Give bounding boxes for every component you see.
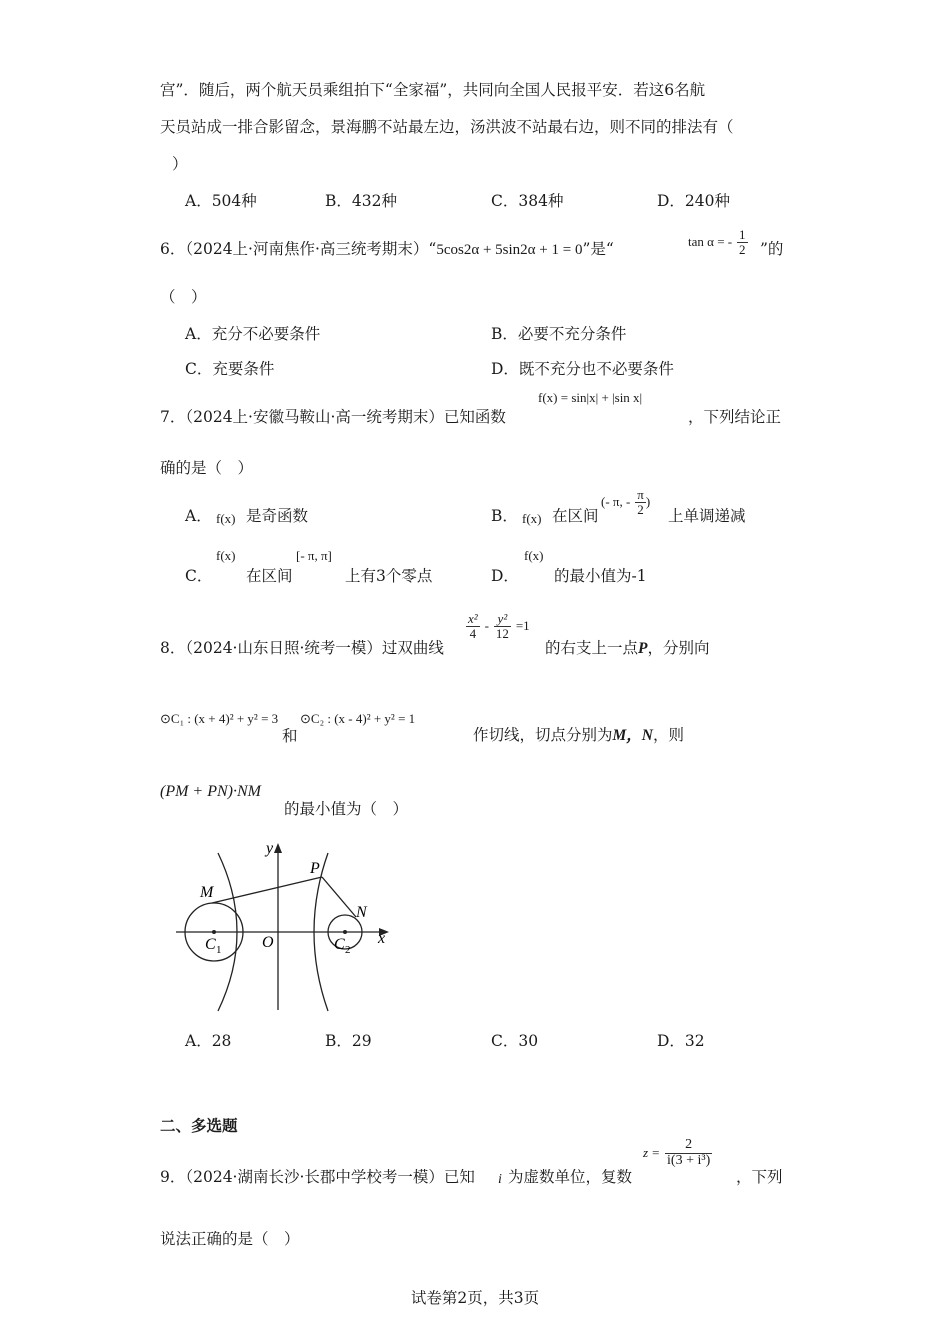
center-c1 bbox=[212, 930, 216, 934]
label-p: P bbox=[310, 860, 320, 877]
x-label: x bbox=[378, 930, 386, 947]
q7-b-fx: f(x) bbox=[522, 511, 542, 526]
q7-option-c[interactable]: C． bbox=[185, 567, 213, 585]
y-axis-arrow-icon bbox=[274, 843, 282, 853]
q7-b-interval-right: ) bbox=[645, 494, 651, 510]
q9-z-den: i(3 + i³) bbox=[667, 1152, 711, 1168]
q7-c-text1: 在区间 bbox=[246, 567, 293, 585]
q8-circle2: ⊙C₂ : (x - 4)² + y² = 1 bbox=[300, 711, 416, 726]
q5-line3: ） bbox=[172, 155, 188, 173]
q7-d-fx: f(x) bbox=[524, 548, 544, 563]
q9-z-fraction bbox=[665, 1138, 712, 1168]
q7-suffix: ，下列结论正 bbox=[688, 408, 782, 426]
q8-option-c[interactable]: C．30 bbox=[491, 1032, 539, 1050]
q8-suffix5: 的最小值为（ ） bbox=[284, 800, 409, 818]
q6-tan-lhs: tan α = - bbox=[688, 234, 733, 250]
q8-hyp-4: 4 bbox=[466, 626, 480, 641]
q8-vector-expr: (PM + PN)·NM bbox=[160, 783, 261, 800]
q7-func: f(x) = sin|x| + |sin x| bbox=[538, 390, 643, 405]
q7-d-text: 的最小值为-1 bbox=[554, 567, 647, 585]
q8-frac-y bbox=[494, 612, 511, 640]
q6-paren: （ ） bbox=[160, 288, 207, 306]
q8-hyp-12: 12 bbox=[495, 625, 509, 641]
q8-option-d[interactable]: D．32 bbox=[657, 1032, 705, 1050]
q6-tan-condition bbox=[688, 228, 748, 256]
q8-circle1: ⊙C₁ : (x + 4)² + y² = 3 bbox=[160, 711, 279, 726]
q6-suffix: ”的 bbox=[760, 240, 784, 258]
tangent-pn bbox=[322, 877, 356, 917]
q5-line1: 宫”．随后，两个航天员乘组拍下“全家福”，共同向全国人民报平安．若这6名航 bbox=[160, 81, 706, 99]
y-label: y bbox=[266, 840, 274, 857]
q7-c-interval: [- π, π] bbox=[296, 548, 332, 563]
q6-stem bbox=[160, 237, 614, 259]
q7-a-fx: f(x) bbox=[216, 511, 236, 526]
q5-option-b[interactable]: B．432种 bbox=[325, 192, 397, 210]
q7-b-text1: 在区间 bbox=[552, 507, 599, 525]
q5-line2: 天员站成一排合影留念，景海鹏不站最左边，汤洪波不站最右边，则不同的排法有（ bbox=[160, 118, 734, 136]
q8-hyp-x: x² bbox=[468, 611, 478, 626]
center-c2 bbox=[343, 930, 347, 934]
q7-c-text2: 上有3个零点 bbox=[345, 567, 433, 585]
q6-option-b[interactable]: B．必要不充分条件 bbox=[491, 325, 627, 343]
q8-hyp-minus: - bbox=[484, 618, 489, 634]
q8-and: 和 bbox=[282, 727, 298, 745]
q8-hyp-y: y² bbox=[497, 611, 508, 626]
q8-stem-rest bbox=[545, 636, 710, 658]
q8-figure bbox=[170, 835, 400, 1020]
q7-prefix: 7．（2024上·安徽马鞍山·高一统考期末）已知函数 bbox=[160, 408, 506, 426]
q5-option-a[interactable]: A．504种 bbox=[185, 192, 257, 210]
q9-i: i bbox=[498, 1172, 502, 1187]
q9-z-expr bbox=[643, 1138, 712, 1168]
q6-option-d[interactable]: D．既不充分也不必要条件 bbox=[491, 360, 674, 378]
q8-suffix4: ，则 bbox=[653, 726, 685, 744]
q6-option-c[interactable]: C．充要条件 bbox=[185, 360, 275, 378]
q7-b-fraction bbox=[635, 488, 646, 516]
q6-expr: 5cos2α + 5sin2α + 1 = 0 bbox=[436, 242, 583, 258]
q9-mid: 为虚数单位，复数 bbox=[508, 1168, 633, 1186]
q6-fraction bbox=[737, 228, 748, 256]
q8-frac-x bbox=[466, 612, 480, 640]
label-c2-sub: 2 bbox=[345, 944, 351, 956]
q7-b-text2: 上单调递减 bbox=[668, 507, 746, 525]
page-footer: 试卷第2页，共3页 bbox=[410, 1289, 540, 1307]
q7-b-frac-num: π bbox=[637, 487, 644, 502]
q8-suffix3: 作切线，切点分别为 bbox=[473, 726, 613, 744]
q7-option-d[interactable]: D． bbox=[491, 567, 519, 585]
q6-frac-den: 2 bbox=[739, 241, 746, 257]
label-o: O bbox=[262, 934, 274, 951]
label-c1: C bbox=[205, 936, 216, 953]
label-c2: C bbox=[334, 936, 345, 953]
q6-prefix: 6．（2024上·河南焦作·高三统考期末）“ bbox=[160, 240, 437, 258]
q8-prefix: 8．（2024·山东日照·统考一模）过双曲线 bbox=[160, 639, 444, 657]
q7-option-b[interactable]: B． bbox=[491, 507, 518, 525]
q7-b-frac-den: 2 bbox=[635, 502, 646, 517]
q7-a-text: 是奇函数 bbox=[246, 507, 309, 525]
q9-z-num: 2 bbox=[685, 1137, 693, 1152]
q7-c-fx: f(x) bbox=[216, 548, 236, 563]
q5-option-c[interactable]: C．384种 bbox=[491, 192, 564, 210]
q8-suffix2: ，分别向 bbox=[647, 639, 710, 657]
section-title-multiple-choice: 二、多选题 bbox=[160, 1116, 238, 1135]
q9-z-lhs: z = bbox=[643, 1145, 661, 1161]
q6-mid: ”是“ bbox=[582, 240, 614, 258]
q8-option-a[interactable]: A．28 bbox=[185, 1032, 232, 1050]
q8-stem-line2 bbox=[473, 723, 684, 745]
q8-hyp-eq: =1 bbox=[515, 618, 530, 634]
q9-line2: 说法正确的是（ ） bbox=[160, 1230, 300, 1248]
q5-option-d[interactable]: D．240种 bbox=[657, 192, 731, 210]
q8-option-b[interactable]: B．29 bbox=[325, 1032, 372, 1050]
q7-b-interval-left: (- π, - bbox=[601, 494, 631, 510]
q7-line2: 确的是（ ） bbox=[160, 459, 254, 477]
q9-prefix: 9．（2024·湖南长沙·长郡中学校考一模）已知 bbox=[160, 1168, 475, 1186]
q9-suffix: ，下列 bbox=[736, 1168, 783, 1186]
q8-hyperbola bbox=[466, 612, 530, 640]
q7-a-letter: A． bbox=[185, 507, 212, 525]
q7-option-a[interactable] bbox=[185, 504, 212, 526]
q7-b-interval bbox=[601, 488, 650, 516]
q8-point-p: P bbox=[638, 640, 648, 657]
q6-frac-num: 1 bbox=[739, 227, 746, 242]
q8-points-mn: M，N bbox=[612, 727, 653, 744]
label-m: M bbox=[200, 884, 214, 901]
q8-suffix1: 的右支上一点 bbox=[545, 639, 639, 657]
label-c1-sub: 1 bbox=[216, 944, 222, 956]
q6-option-a[interactable]: A．充分不必要条件 bbox=[185, 325, 321, 343]
label-n: N bbox=[356, 904, 367, 921]
